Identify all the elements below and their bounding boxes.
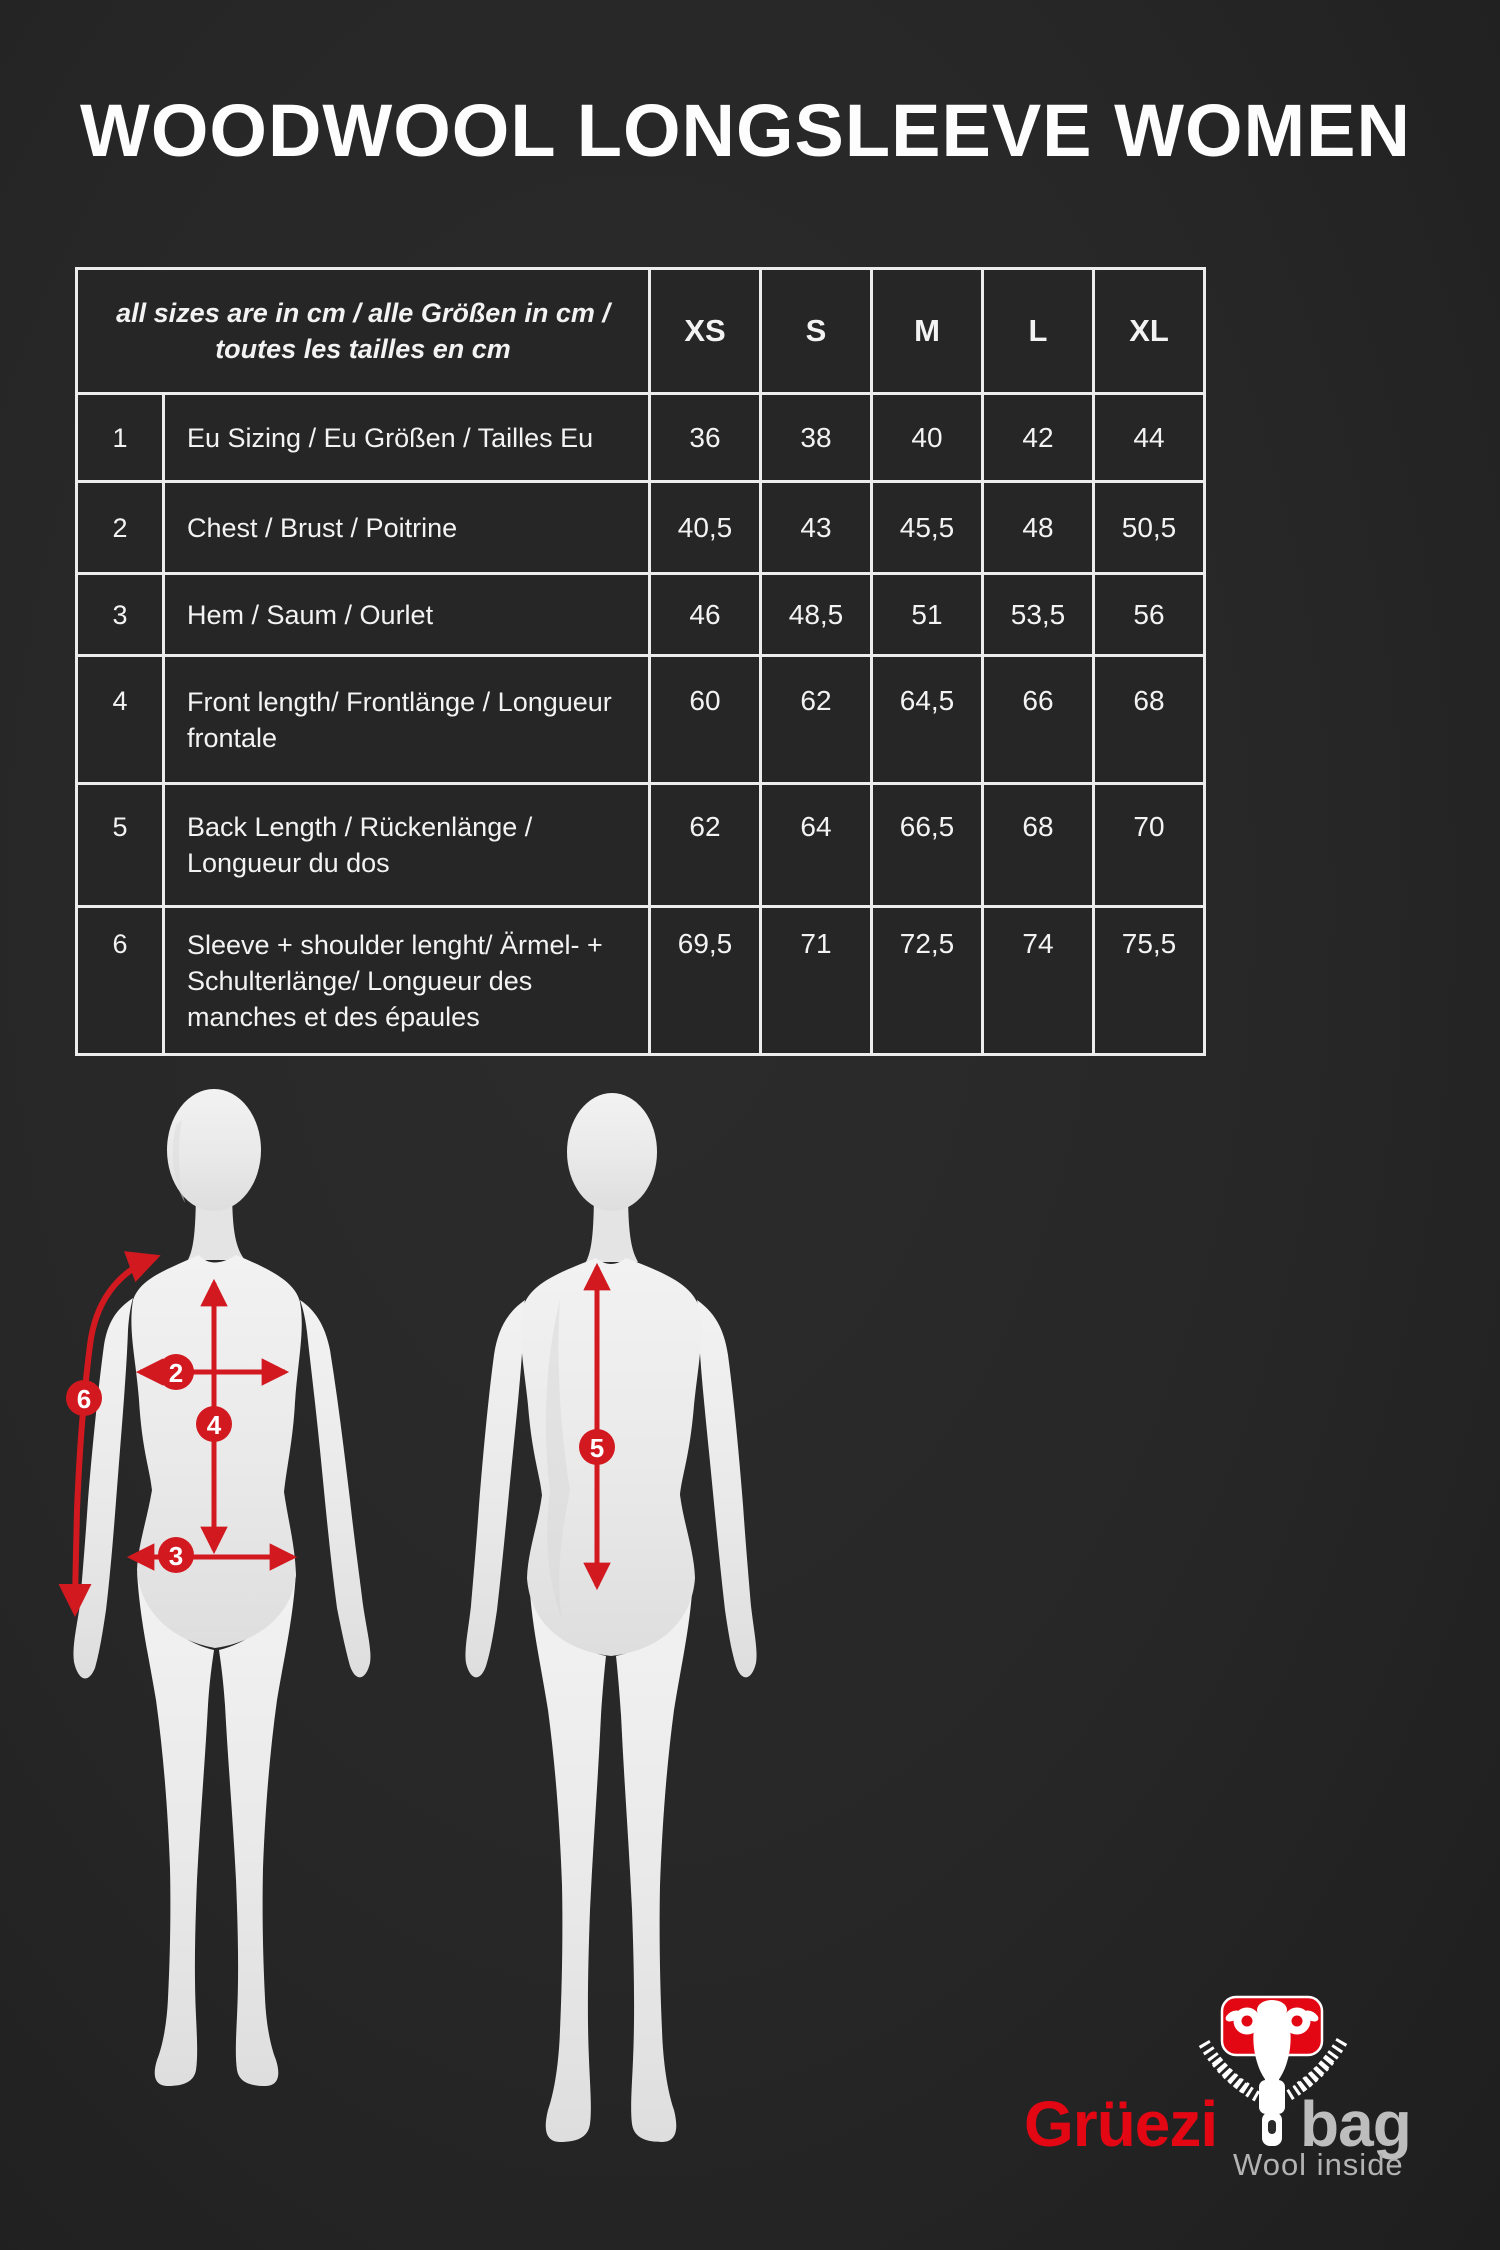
table-cell: 46	[651, 575, 759, 654]
row-number: 4	[78, 657, 162, 782]
table-cell: 38	[762, 395, 870, 480]
table-cell: 45,5	[873, 483, 981, 572]
table-cell: 70	[1095, 785, 1203, 905]
row-label: Back Length / Rückenlänge / Longueur du dos	[165, 785, 648, 905]
row-label: Sleeve + shoulder lenght/ Ärmel- + Schulterlänge/ Longueur des manches et des épaules	[165, 908, 648, 1053]
table-cell: 60	[651, 657, 759, 782]
table-cell: 74	[984, 908, 1092, 1053]
table-cell: 50,5	[1095, 483, 1203, 572]
table-cell: 71	[762, 908, 870, 1053]
column-header-m: M	[873, 270, 981, 392]
table-cell: 75,5	[1095, 908, 1203, 1053]
table-cell: 42	[984, 395, 1092, 480]
zipper-pull	[1259, 2072, 1285, 2146]
marker-3-label: 3	[168, 1541, 184, 1571]
table-cell: 66	[984, 657, 1092, 782]
marker-5-label: 5	[589, 1433, 605, 1463]
table-cell: 56	[1095, 575, 1203, 654]
row-label: Chest / Brust / Poitrine	[165, 483, 648, 572]
table-cell: 69,5	[651, 908, 759, 1053]
mannequin-front	[73, 1089, 370, 2086]
row-label: Hem / Saum / Ourlet	[165, 575, 648, 654]
row-number: 1	[78, 395, 162, 480]
row-number: 3	[78, 575, 162, 654]
table-cell: 64	[762, 785, 870, 905]
table-cell: 43	[762, 483, 870, 572]
column-header-xs: XS	[651, 270, 759, 392]
mannequin-back	[465, 1093, 756, 2142]
column-header-xl: XL	[1095, 270, 1203, 392]
table-cell: 72,5	[873, 908, 981, 1053]
table-cell: 44	[1095, 395, 1203, 480]
table-cell: 51	[873, 575, 981, 654]
marker-6-label: 6	[76, 1384, 92, 1414]
table-header-note: all sizes are in cm / alle Größen in cm / toutes les tailles en cm	[78, 270, 648, 392]
table-cell: 36	[651, 395, 759, 480]
table-cell: 68	[1095, 657, 1203, 782]
table-cell: 48,5	[762, 575, 870, 654]
brand-name-gruezi: Grüezi	[1024, 2088, 1218, 2160]
table-cell: 40,5	[651, 483, 759, 572]
column-header-s: S	[762, 270, 870, 392]
measurement-diagram	[40, 1080, 840, 2200]
table-cell: 53,5	[984, 575, 1092, 654]
size-table	[75, 267, 1206, 1056]
row-number: 6	[78, 908, 162, 1053]
table-cell: 64,5	[873, 657, 981, 782]
page-title: WOODWOOL LONGSLEEVE WOMEN	[80, 89, 1411, 172]
table-cell: 40	[873, 395, 981, 480]
table-cell: 62	[651, 785, 759, 905]
brand-name-bag: bag	[1300, 2088, 1411, 2160]
row-number: 2	[78, 483, 162, 572]
table-cell: 62	[762, 657, 870, 782]
row-label: Eu Sizing / Eu Größen / Tailles Eu	[165, 395, 648, 480]
table-cell: 66,5	[873, 785, 981, 905]
row-label: Front length/ Frontlänge / Longueur frontale	[165, 657, 648, 782]
marker-4-label: 4	[206, 1410, 222, 1440]
row-number: 5	[78, 785, 162, 905]
column-header-l: L	[984, 270, 1092, 392]
marker-2-label: 2	[168, 1358, 184, 1388]
table-cell: 68	[984, 785, 1092, 905]
table-cell: 48	[984, 483, 1092, 572]
brand-tagline: Wool inside	[1233, 2147, 1404, 2182]
